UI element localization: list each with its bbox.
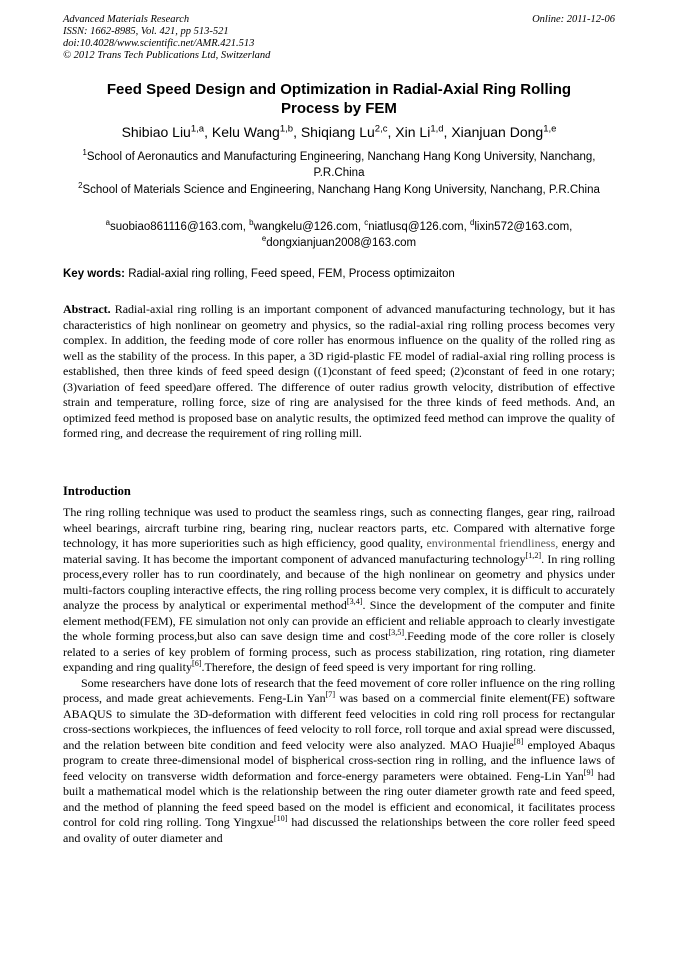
copyright-line: © 2012 Trans Tech Publications Ltd, Switzerland [63,50,271,61]
citation[interactable]: [6] [191,659,202,668]
author-superscript: 1,b [279,123,294,135]
email-link[interactable]: suobiao861116@163.com, [110,221,246,233]
citation[interactable]: [3,4] [346,597,363,606]
author-superscript: 1,d [430,123,444,135]
author-superscript: 1,e [543,123,557,135]
email-list: $^a$suobiao861116@163.com, $^b$wangkelu@126.com, $^c$niatlusq@126.com, $^d$lixin572@163.com, $^e$dongxianjuan2008@163.com [105,218,573,249]
abstract-text: Radial-axial ring rolling is an important component of advanced manufacturing technology, but it has characteristics of high nonlinear on geometry and physics, so the radial-axial ring rolling process becomes very complex. In addition, the feeding mode of core roller has enormous influence on the quality of the rolled ring as well as the stability of the process. In this paper, a 3D rigid-plastic FE model of radial-axial ring rolling process is established, then three kinds of feed speed design ((1)constant of feed speed; (2)constant of feed in one rotary; (3)variation of feed speed)are offered. The difference of outer radius growth velocity, distribution of effective strain and temperature, rolling force, size of ring are analysised for the three kinds of feed methods. And, an optimized feed method is proposed base on analytic results, the optimized feed method can improve the quality of formed ring, and decrease the requirement of ring rolling mill. [63,302,616,440]
citation[interactable]: [10] [273,814,288,823]
author-name: Xin Li [395,124,431,140]
affiliation-number: 1 [82,148,87,158]
author-name: Shiqiang Lu [300,124,375,140]
paper-title: Feed Speed Design and Optimization in Radial-Axial Ring Rolling Process by FEM [106,81,572,117]
affiliation-number: 2 [78,181,83,191]
email-link[interactable]: niatlusq@126.com, [368,221,467,233]
citation[interactable]: [9] [583,767,594,777]
citation[interactable]: [3,5] [388,628,405,637]
affiliation-text: School of Aeronautics and Manufacturing Engineering, Nanchang Hang Kong University, Nanchang, P.R.China [86,151,596,179]
affiliation-text: School of Materials Science and Engineering, Nanchang Hang Kong University, Nanchang, P.R.China [82,184,600,196]
introduction-body [63,505,615,846]
email-link[interactable]: wangkelu@126.com, [253,221,362,233]
author-superscript: 1,a [190,123,205,135]
abstract-label: Abstract. [63,302,111,316]
citation[interactable]: [7] [325,690,336,699]
online-date: Online: 2011-12-06 [532,14,615,25]
issn-line: ISSN: 1662-8985, Vol. 421, pp 513-521 [63,26,229,37]
page-header [63,14,615,62]
author-list: Shibiao Liu$^{1,a}$, Kelu Wang$^{1,b}$, Shiqiang Lu$^{2,c}$, Xin Li$^{1,d}$, Xianjuan Dong$^{1,e}$ [121,123,557,140]
keywords-label: Key words: [63,268,125,280]
highlighted-phrase: environmental friendliness, [426,536,559,550]
affiliation-1 [70,149,608,181]
keywords [63,266,615,282]
author-superscript: 2,c [374,123,388,135]
email-link[interactable]: lixin572@163.com, [474,221,573,233]
citation[interactable]: [1,2] [525,550,542,560]
paragraph: Some researchers have done lots of research that the feed movement of core roller influence on the ring rolling process, and made great achievements. Feng-Lin Yan[7] was based on a commercial finite element(FE) software ABAQUS to simulate the 3D-deformation with different feed velocities in cold ring roll process for rectangular cross-sections workpieces, the influences of feed velocity to roll force, roll torque and axial spread were discussed, and the relation between bite condition and feed velocity were also analyzed. MAO Huajie[8] employed Abaqus program to create three-dimensional model of bispherical cross-section ring in rolling, and the influence laws of feed velocity on transverse width deformation and force-energy parameters were obtained. Feng-Lin Yan[9] had built a mathematical model which is the relationship between the ring outer diameter growth rate and feed speed, and the method of planning the feed speed based on the model is efficient and economical, it facilitates process control for cold ring rolling. Tong Yingxue[10] had discussed the relationships between the core roller feed speed and ovality of outer diameter and [63,675,616,845]
journal-name: Advanced Materials Research [63,14,190,25]
citation[interactable]: [8] [513,736,524,746]
author-name: Xianjuan Dong [451,124,544,140]
author-name: Shibiao Liu [121,124,191,140]
doi-line: doi:10.4028/www.scientific.net/AMR.421.513 [63,38,255,49]
email-link[interactable]: dongxianjuan2008@163.com [266,237,417,249]
affiliation-2 [70,182,608,198]
abstract [63,302,615,442]
author-name: Kelu Wang [211,124,280,140]
keywords-text: Radial-axial ring rolling, Feed speed, FEM, Process optimizaiton [128,268,455,280]
section-heading-introduction: Introduction [63,484,131,498]
paragraph: The ring rolling technique was used to product the seamless rings, such as connecting flanges, gear ring, railroad wheel bearings, aircraft turbine ring, bearing ring, nuclear reactors parts, etc. Compared with alternative forge technology, it has more superiorities such as high efficiency, good quality, environmental friendliness, energy and material saving. It has become the important component of advanced manufacturing technology[1,2]. In ring rolling process,every roller has to run coordinately, and because of the high nonlinear on geometry and physics under multi-factors coupling interactive effects, the ring rolling process become very complex, it is difficult to accurately analyze the process by analytical or experimental method[3,4]. Since the development of the computer and finite element method(FEM), FE simulation not only can provide an efficient and reliable approach to clearly investigate the whole forming process,but also can save design time and cost[3,5].Feeding mode of the core roller is closely related to a series of key problem of forming process, such as process stabilization, ring rotation, ring diameter expanding and ring quality[6].Therefore, the design of feed speed is very important for ring rolling. [63,505,616,674]
